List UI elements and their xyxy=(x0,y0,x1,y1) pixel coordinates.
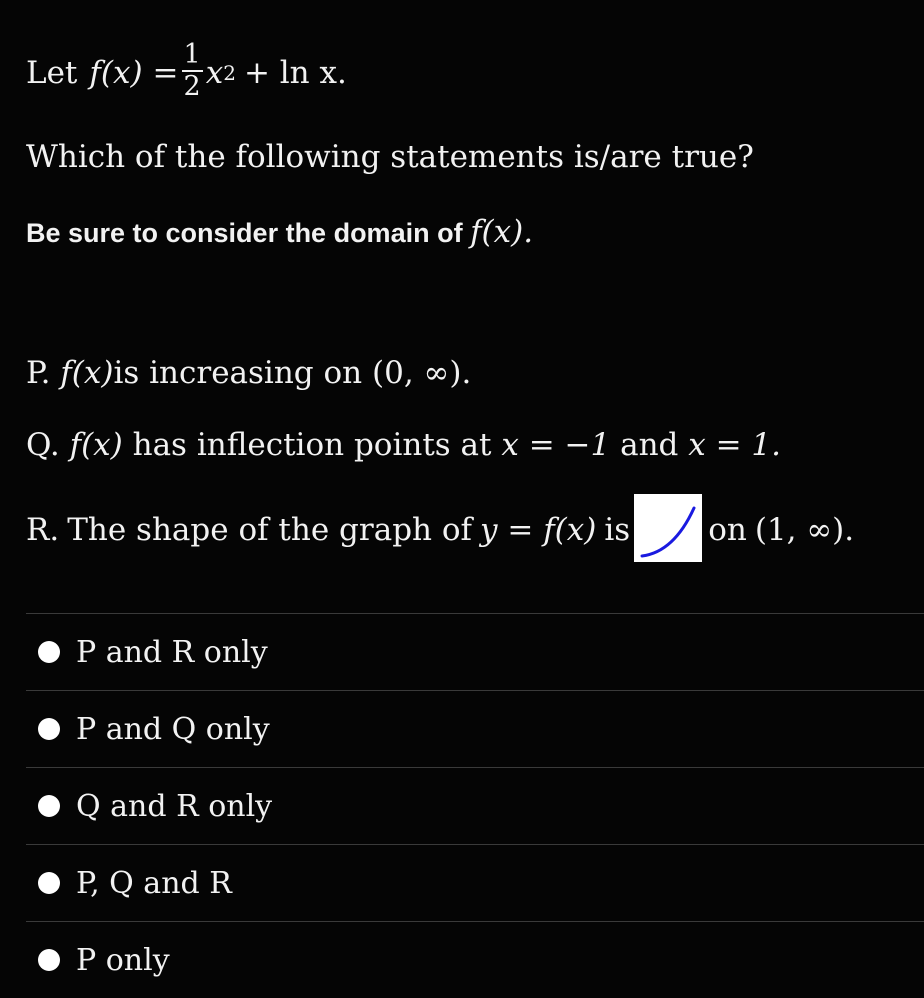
statement-q-prefix: Q. xyxy=(26,427,60,463)
statement-p-interval: (0, ∞). xyxy=(372,355,472,391)
radio-button[interactable] xyxy=(38,949,60,971)
fraction-one-half xyxy=(182,40,203,102)
option-label: P and Q only xyxy=(76,711,270,747)
variable-x: x xyxy=(205,54,224,91)
statement-p-text: is increasing on xyxy=(113,355,363,391)
instruction-text: Be sure to consider the domain of xyxy=(26,218,463,248)
radio-button[interactable] xyxy=(38,641,60,663)
option-label: P only xyxy=(76,942,170,978)
statement-p xyxy=(26,355,472,391)
question-prompt: Which of the following statements is/are true? xyxy=(26,139,754,175)
instruction-math: f(x). xyxy=(470,214,534,250)
concave-up-curve-image xyxy=(634,494,702,562)
statement-r-interval: (1, ∞). xyxy=(754,511,855,548)
statement-q xyxy=(26,427,781,463)
curve-icon xyxy=(634,494,702,562)
option-label: P and R only xyxy=(76,634,268,670)
radio-button[interactable] xyxy=(38,795,60,817)
statement-q-text: has inflection points at xyxy=(132,427,492,463)
statement-r-prefix: R. xyxy=(26,511,60,548)
ln-term: + ln x. xyxy=(243,54,347,91)
answer-option-p-q-and-r[interactable] xyxy=(26,845,924,921)
statement-q-func: f(x) xyxy=(69,427,123,463)
exponent: 2 xyxy=(223,61,236,85)
statement-r-is: is xyxy=(604,511,631,548)
answer-option-p-and-q[interactable] xyxy=(26,691,924,767)
statement-p-func: f(x) xyxy=(60,355,114,391)
statement-q-and: and xyxy=(620,427,679,463)
function-name: f(x) xyxy=(89,54,143,91)
radio-button[interactable] xyxy=(38,872,60,894)
domain-instruction xyxy=(26,214,533,250)
statement-q-cond2: x = 1. xyxy=(688,427,781,463)
answer-option-p-only[interactable] xyxy=(26,922,924,998)
answer-option-p-and-r[interactable] xyxy=(26,614,924,690)
statement-r-eq: y = f(x) xyxy=(480,511,597,548)
answer-option-q-and-r[interactable] xyxy=(26,768,924,844)
option-label: P, Q and R xyxy=(76,865,232,901)
let-text: Let xyxy=(26,54,78,91)
option-label: Q and R only xyxy=(76,788,273,824)
statement-p-prefix: P. xyxy=(26,355,51,391)
equals-sign: = xyxy=(152,54,179,91)
statement-r-on: on xyxy=(708,511,747,548)
radio-button[interactable] xyxy=(38,718,60,740)
statement-r xyxy=(26,494,854,566)
statement-q-cond1: x = −1 xyxy=(501,427,611,463)
fraction-numerator: 1 xyxy=(183,39,201,70)
statement-r-text: The shape of the graph of xyxy=(67,511,473,548)
function-definition xyxy=(26,28,347,118)
fraction-denominator: 2 xyxy=(183,71,201,102)
